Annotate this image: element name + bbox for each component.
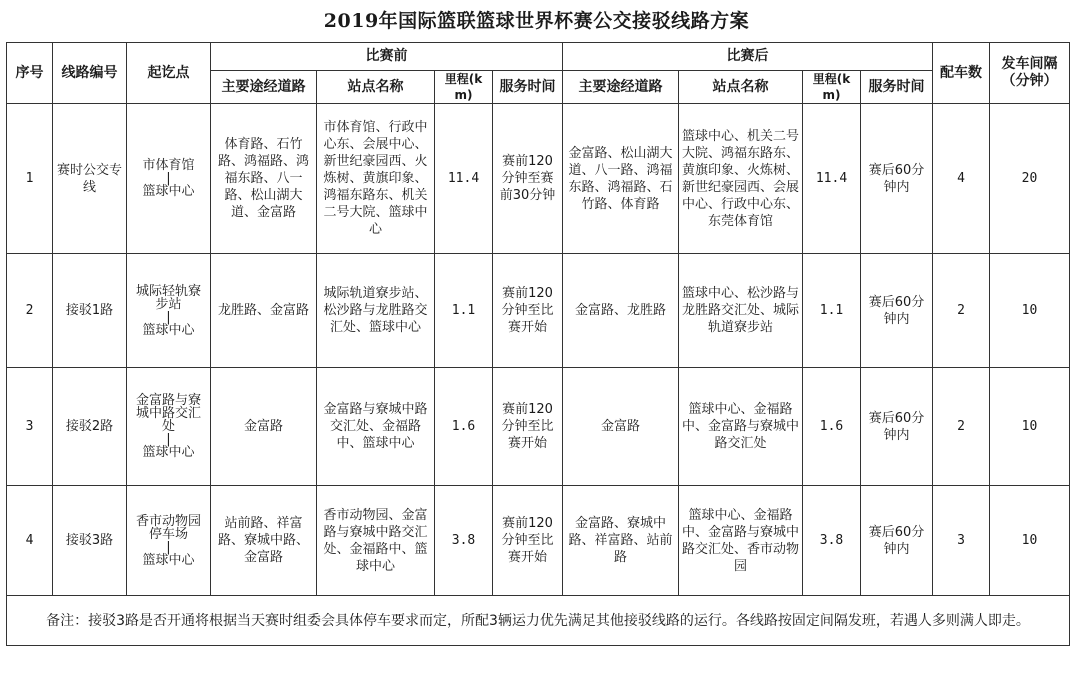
header-vehicles: 配车数 — [933, 43, 990, 104]
row-endpoints — [127, 254, 211, 368]
row-after-time: 赛后60分钟内 — [861, 104, 933, 254]
row-line: 接驳3路 — [53, 486, 127, 596]
row-before-stations: 香市动物园、金富路与寮城中路交汇处、金福路中、篮球中心 — [317, 486, 435, 596]
table-row — [7, 104, 1070, 254]
row-endpoints — [127, 368, 211, 486]
row-endpoint-separator: | — [166, 432, 171, 447]
table-row — [7, 486, 1070, 596]
row-before-km: 1.1 — [435, 254, 493, 368]
row-interval: 10 — [990, 368, 1070, 486]
row-after-roads: 金富路 — [563, 368, 679, 486]
row-start: 城际轻轨寮步站 — [135, 283, 201, 312]
row-before-stations: 市体育馆、行政中心东、会展中心、新世纪豪园西、火炼树、黄旗印象、鸿福东路东、机关二号大院、篮球中心 — [317, 104, 435, 254]
row-before-stations: 金富路与寮城中路交汇处、金福路中、篮球中心 — [317, 368, 435, 486]
header-after-match: 比赛后 — [563, 43, 933, 71]
row-vehicles: 2 — [933, 368, 990, 486]
row-seq: 1 — [7, 104, 53, 254]
row-before-roads: 体育路、石竹路、鸿福路、鸿福东路、八一路、松山湖大道、金富路 — [211, 104, 317, 254]
row-after-km: 11.4 — [803, 104, 861, 254]
row-vehicles: 4 — [933, 104, 990, 254]
header-before-roads: 主要途经道路 — [211, 71, 317, 104]
row-after-stations: 篮球中心、松沙路与龙胜路交汇处、城际轨道寮步站 — [679, 254, 803, 368]
row-interval: 20 — [990, 104, 1070, 254]
row-after-roads: 金富路、松山湖大道、八一路、鸿福东路、鸿福路、石竹路、体育路 — [563, 104, 679, 254]
row-after-km: 1.1 — [803, 254, 861, 368]
row-endpoints — [127, 104, 211, 254]
row-after-stations: 篮球中心、金福路中、金富路与寮城中路交汇处、香市动物园 — [679, 486, 803, 596]
row-end: 篮球中心 — [142, 322, 195, 338]
row-before-time: 赛前120分钟至比赛开始 — [493, 368, 563, 486]
header-after-stations: 站点名称 — [679, 71, 803, 104]
row-before-km: 11.4 — [435, 104, 493, 254]
row-before-time: 赛前120分钟至比赛开始 — [493, 486, 563, 596]
row-after-km: 3.8 — [803, 486, 861, 596]
row-endpoint-separator: | — [166, 309, 171, 325]
row-start: 金富路与寮城中路交汇处 — [135, 393, 201, 434]
row-after-stations: 篮球中心、机关二号大院、鸿福东路东、黄旗印象、火炼树、新世纪豪园西、会展中心、行政中心东、东莞体育馆 — [679, 104, 803, 254]
row-after-stations: 篮球中心、金福路中、金富路与寮城中路交汇处 — [679, 368, 803, 486]
row-before-roads: 金富路 — [211, 368, 317, 486]
row-after-roads: 金富路、龙胜路 — [563, 254, 679, 368]
header-interval: 发车间隔（分钟） — [990, 43, 1070, 104]
table-note: 备注：接驳3路是否开通将根据当天赛时组委会具体停车要求而定，所配3辆运力优先满足其他接驳线路的运行。各线路按固定间隔发班，若遇人多则满人即走。 — [7, 596, 1070, 646]
row-before-km: 3.8 — [435, 486, 493, 596]
header-after-roads: 主要途经道路 — [563, 71, 679, 104]
row-after-time: 赛后60分钟内 — [861, 486, 933, 596]
row-endpoint-separator: | — [166, 171, 171, 186]
header-before-time: 服务时间 — [493, 71, 563, 104]
table-row — [7, 254, 1070, 368]
row-vehicles: 3 — [933, 486, 990, 596]
row-end: 篮球中心 — [142, 184, 195, 199]
row-seq: 4 — [7, 486, 53, 596]
row-line: 接驳1路 — [53, 254, 127, 368]
row-before-roads: 站前路、祥富路、寮城中路、金富路 — [211, 486, 317, 596]
row-after-time: 赛后60分钟内 — [861, 368, 933, 486]
header-after-mileage: 里程(km) — [803, 71, 861, 104]
header-seq: 序号 — [7, 43, 53, 104]
note-row — [7, 596, 1070, 646]
row-after-roads: 金富路、寮城中路、祥富路、站前路 — [563, 486, 679, 596]
row-line: 赛时公交专线 — [53, 104, 127, 254]
row-endpoint-separator: | — [166, 539, 171, 555]
row-endpoints — [127, 486, 211, 596]
bus-route-table — [6, 42, 1070, 646]
header-endpoints: 起讫点 — [127, 43, 211, 104]
row-before-km: 1.6 — [435, 368, 493, 486]
row-before-stations: 城际轨道寮步站、松沙路与龙胜路交汇处、篮球中心 — [317, 254, 435, 368]
row-line: 接驳2路 — [53, 368, 127, 486]
header-before-mileage: 里程(km) — [435, 71, 493, 104]
document-title: 2019年国际篮联篮球世界杯赛公交接驳线路方案 — [323, 10, 750, 32]
row-interval: 10 — [990, 486, 1070, 596]
row-interval: 10 — [990, 254, 1070, 368]
row-end: 篮球中心 — [142, 445, 195, 460]
row-seq: 3 — [7, 368, 53, 486]
row-start: 香市动物园停车场 — [135, 513, 201, 542]
row-before-roads: 龙胜路、金富路 — [211, 254, 317, 368]
header-before-stations: 站点名称 — [317, 71, 435, 104]
row-vehicles: 2 — [933, 254, 990, 368]
header-before-match: 比赛前 — [211, 43, 563, 71]
row-before-time: 赛前120分钟至比赛开始 — [493, 254, 563, 368]
row-seq: 2 — [7, 254, 53, 368]
row-before-time: 赛前120分钟至赛前30分钟 — [493, 104, 563, 254]
header-row-top — [7, 43, 1070, 71]
row-after-km: 1.6 — [803, 368, 861, 486]
row-start: 市体育馆 — [142, 158, 195, 173]
table-row — [7, 368, 1070, 486]
row-after-time: 赛后60分钟内 — [861, 254, 933, 368]
header-after-time: 服务时间 — [861, 71, 933, 104]
row-end: 篮球中心 — [142, 552, 195, 568]
header-line-no: 线路编号 — [53, 43, 127, 104]
